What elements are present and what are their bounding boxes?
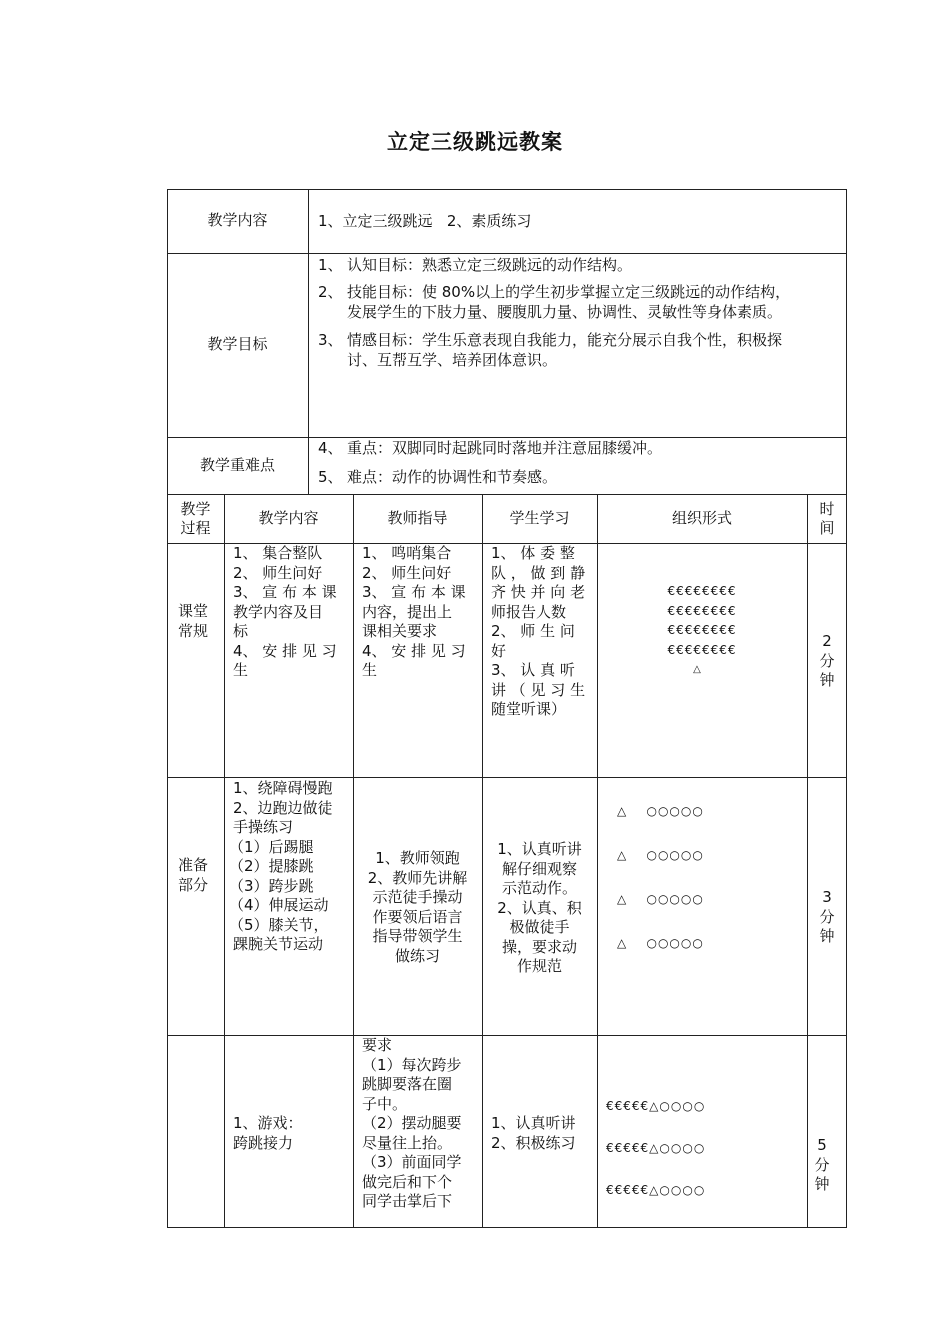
goal-item: 3、 情感目标：学生乐意表现自我能力，能充分展示自我个性，积极探 讨、互帮互学、培养团体意识。 bbox=[318, 331, 783, 369]
student-list: 1、认真听讲 解仔细观察 示范动作。 2、认真、积 极做徒手 操，要求动 作规范 bbox=[497, 840, 582, 975]
formation-row: €€€€€€€€ bbox=[667, 623, 737, 637]
goal-item: 2、 技能目标：使 80%以上的学生初步掌握立定三级跳远的动作结构， 发展学生的下肢力量、腰腹肌力量、协调性、灵敏性等身体素质。 bbox=[318, 283, 791, 321]
header-teacher: 教师指导 bbox=[387, 509, 448, 528]
formation-row: △ ○○○○○ bbox=[617, 804, 704, 818]
teacher-list: 1、教师领跑 2、教师先讲解 示范徒手操动 作要领后语言 指导带领学生 做练习 bbox=[367, 849, 468, 965]
key-item: 4、 重点：双脚同时起跳同时落地并注意屈膝缓冲。 bbox=[318, 439, 663, 457]
page-title: 立定三级跳远教案 bbox=[387, 130, 563, 154]
key-item: 5、 难点：动作的协调性和节奏感。 bbox=[318, 468, 558, 486]
time-value: 5 分 钟 bbox=[814, 1136, 830, 1193]
teacher-list: 要求 （1）每次跨步 跳脚要落在圈 子中。 （2）摆动腿要 尽量往上抬。 （3）前面同学 做完后和下个 同学击掌后下 bbox=[362, 1036, 462, 1210]
formation-row: €€€€€△○○○○ bbox=[606, 1141, 706, 1155]
content-label: 教学内容 bbox=[207, 211, 268, 230]
content-list: 1、 集合整队 2、 师生问好 3、 宣 布 本 课 教学内容及目 标 4、 安 排 见 习 生 bbox=[233, 544, 337, 679]
formation-row: △ ○○○○○ bbox=[617, 848, 704, 862]
stage-label: 课堂 常规 bbox=[178, 602, 209, 640]
header-student: 学生学习 bbox=[509, 509, 570, 528]
stage-label: 准备 部分 bbox=[178, 856, 209, 894]
content-list: 1、游戏： 跨跳接力 bbox=[233, 1114, 303, 1152]
header-time: 时 间 bbox=[819, 499, 835, 537]
teacher-position-icon: △ bbox=[693, 664, 701, 675]
time-value: 3 分 钟 bbox=[819, 888, 835, 945]
header-organization: 组织形式 bbox=[671, 509, 732, 528]
time-value: 2 分 钟 bbox=[819, 632, 835, 689]
formation-row: △ ○○○○○ bbox=[617, 892, 704, 906]
formation-row: €€€€€€€€ bbox=[667, 642, 737, 657]
formation-row: △ ○○○○○ bbox=[617, 936, 704, 950]
formation-diagram bbox=[617, 802, 797, 978]
header-process: 教学 过程 bbox=[180, 499, 211, 537]
key-label: 教学重难点 bbox=[199, 456, 275, 475]
formation-diagram bbox=[606, 1097, 801, 1223]
goal-item: 1、 认知目标：熟悉立定三级跳远的动作结构。 bbox=[318, 256, 633, 274]
goal-label: 教学目标 bbox=[207, 335, 268, 354]
formation-row: €€€€€△○○○○ bbox=[606, 1183, 706, 1197]
teacher-list: 1、 鸣哨集合 2、 师生问好 3、 宣 布 本 课 内容，提出上 课相关要求 4、 安 排 见 习 生 bbox=[362, 544, 466, 679]
content-value: 1、立定三级跳远 2、素质练习 bbox=[318, 212, 532, 230]
formation-row: €€€€€€€€ bbox=[667, 603, 737, 618]
student-list: 1、认真听讲 2、积极练习 bbox=[491, 1114, 576, 1152]
student-list: 1、 体 委 整 队 ， 做 到 静 齐 快 并 向 老 师报告人数 2、 师 生 问 好 3、 认 真 听 讲 （ 见 习 生 随堂听课） bbox=[491, 544, 586, 718]
formation-row: €€€€€△○○○○ bbox=[606, 1099, 706, 1113]
formation-diagram bbox=[597, 582, 807, 680]
formation-row: €€€€€€€€ bbox=[667, 584, 737, 598]
content-list: 1、绕障碍慢跑 2、边跑边做徒 手操练习 （1）后踢腿 （2）提膝跳 （3）跨步跳 （4）伸展运动 （5）膝关节， 踝腕关节运动 bbox=[229, 779, 333, 953]
header-content: 教学内容 bbox=[258, 509, 319, 528]
